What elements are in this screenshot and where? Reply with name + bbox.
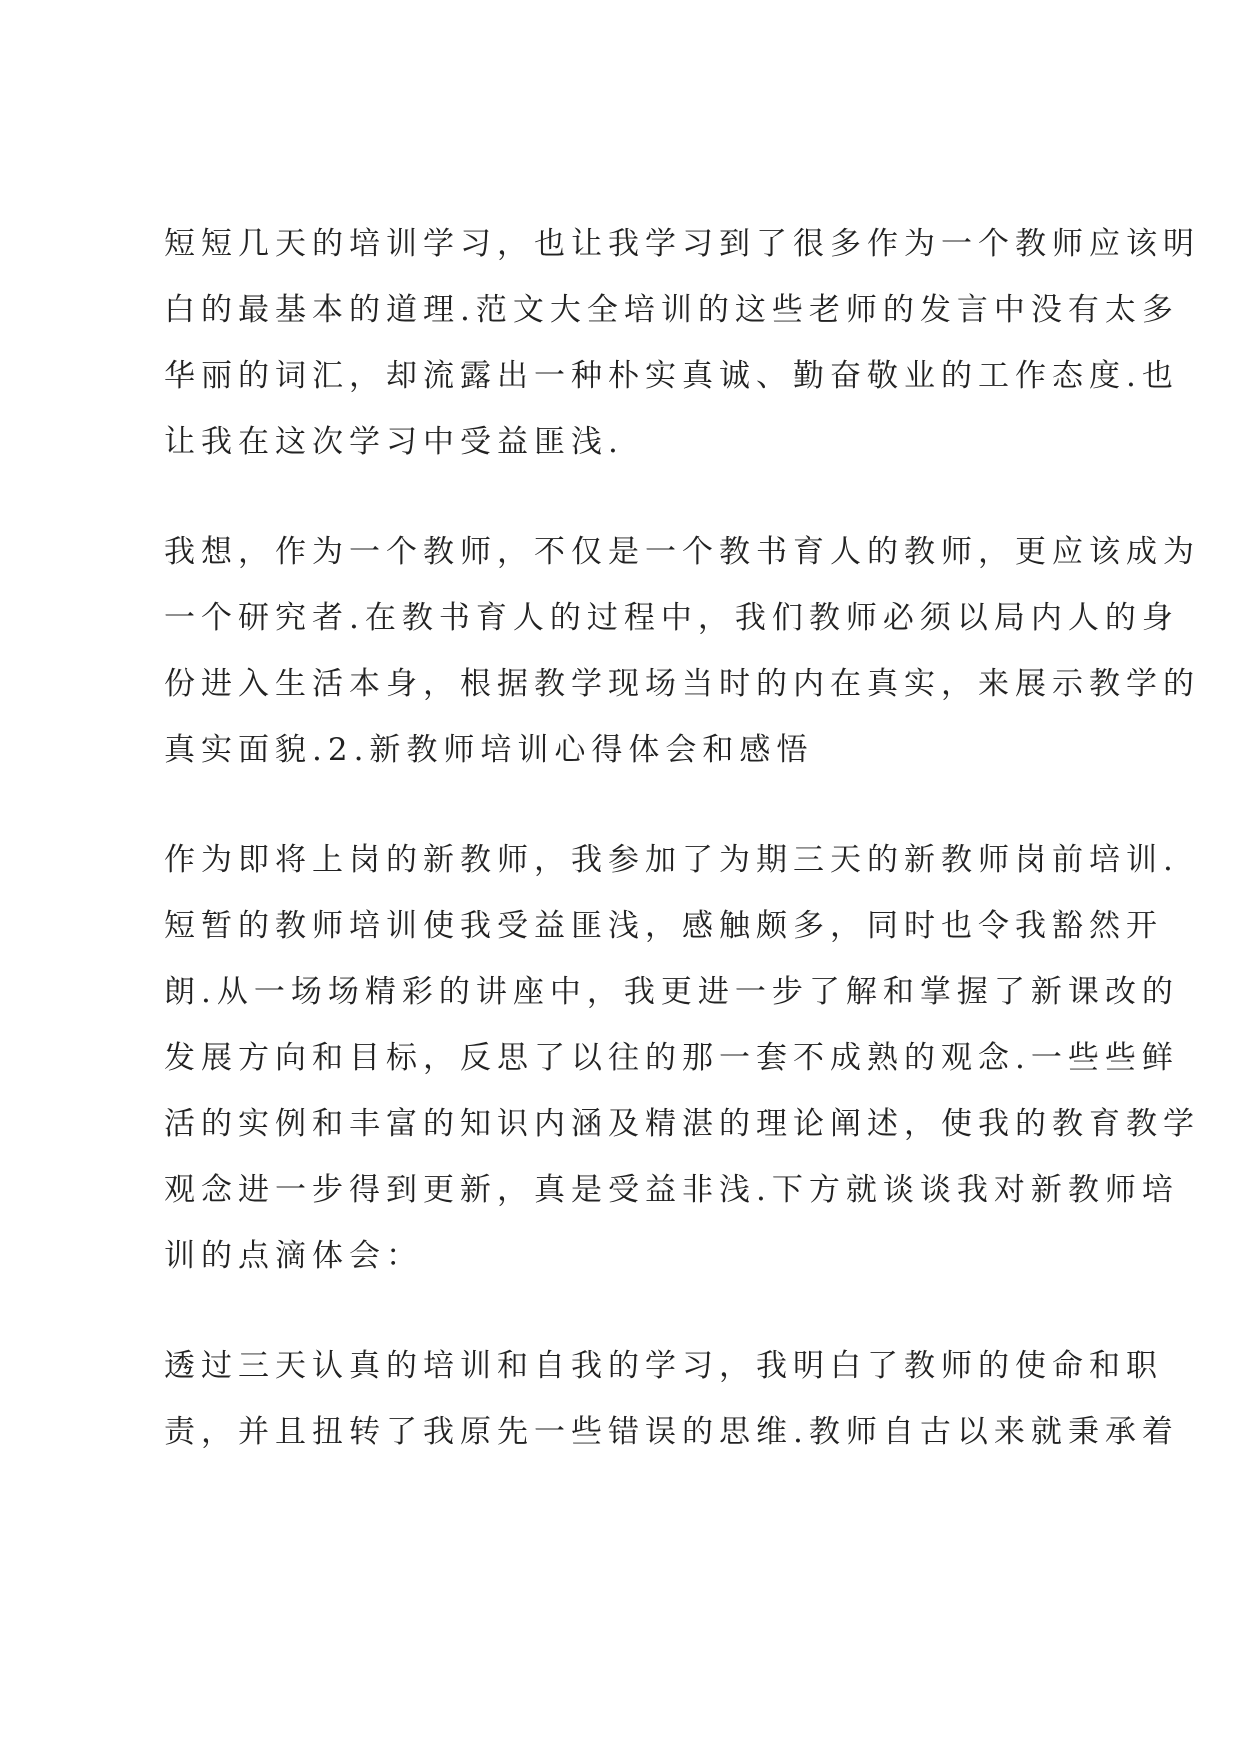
document-body [164,222,1200,1454]
text-line: 份进入生活本身，根据教学现场当时的内在真实，来展示教学的 [164,666,1200,702]
text-line: 责，并且扭转了我原先一些错误的思维.教师自古以来就秉承着 [164,1414,1179,1450]
text-line: 作为即将上岗的新教师，我参加了为期三天的新教师岗前培训. [164,842,1179,878]
paragraph-3 [164,838,1200,1278]
text-line: 训的点滴体会： [164,1238,423,1274]
text-line: 透过三天认真的培训和自我的学习，我明白了教师的使命和职 [164,1348,1163,1384]
text-line: 活的实例和丰富的知识内涵及精湛的理论阐述，使我的教育教学 [164,1106,1200,1142]
text-line: 白的最基本的道理.范文大全培训的这些老师的发言中没有太多 [164,292,1179,328]
paragraph-2 [164,530,1200,772]
paragraph-1 [164,222,1200,464]
text-line: 观念进一步得到更新，真是受益非浅.下方就谈谈我对新教师培 [164,1172,1179,1208]
text-line: 华丽的词汇，却流露出一种朴实真诚、勤奋敬业的工作态度.也 [164,358,1179,394]
text-line: 短短几天的培训学习，也让我学习到了很多作为一个教师应该明 [164,226,1200,262]
text-line: 朗.从一场场精彩的讲座中，我更进一步了解和掌握了新课改的 [164,974,1179,1010]
text-line: 发展方向和目标，反思了以往的那一套不成熟的观念.一些些鲜 [164,1040,1179,1076]
text-line: 一个研究者.在教书育人的过程中，我们教师必须以局内人的身 [164,600,1179,636]
text-line: 让我在这次学习中受益匪浅. [164,424,624,460]
text-line: 我想，作为一个教师，不仅是一个教书育人的教师，更应该成为 [164,534,1200,570]
text-line: 真实面貌.2.新教师培训心得体会和感悟 [164,732,814,768]
text-line: 短暂的教师培训使我受益匪浅，感触颇多，同时也令我豁然开 [164,908,1163,944]
paragraph-4 [164,1344,1179,1454]
